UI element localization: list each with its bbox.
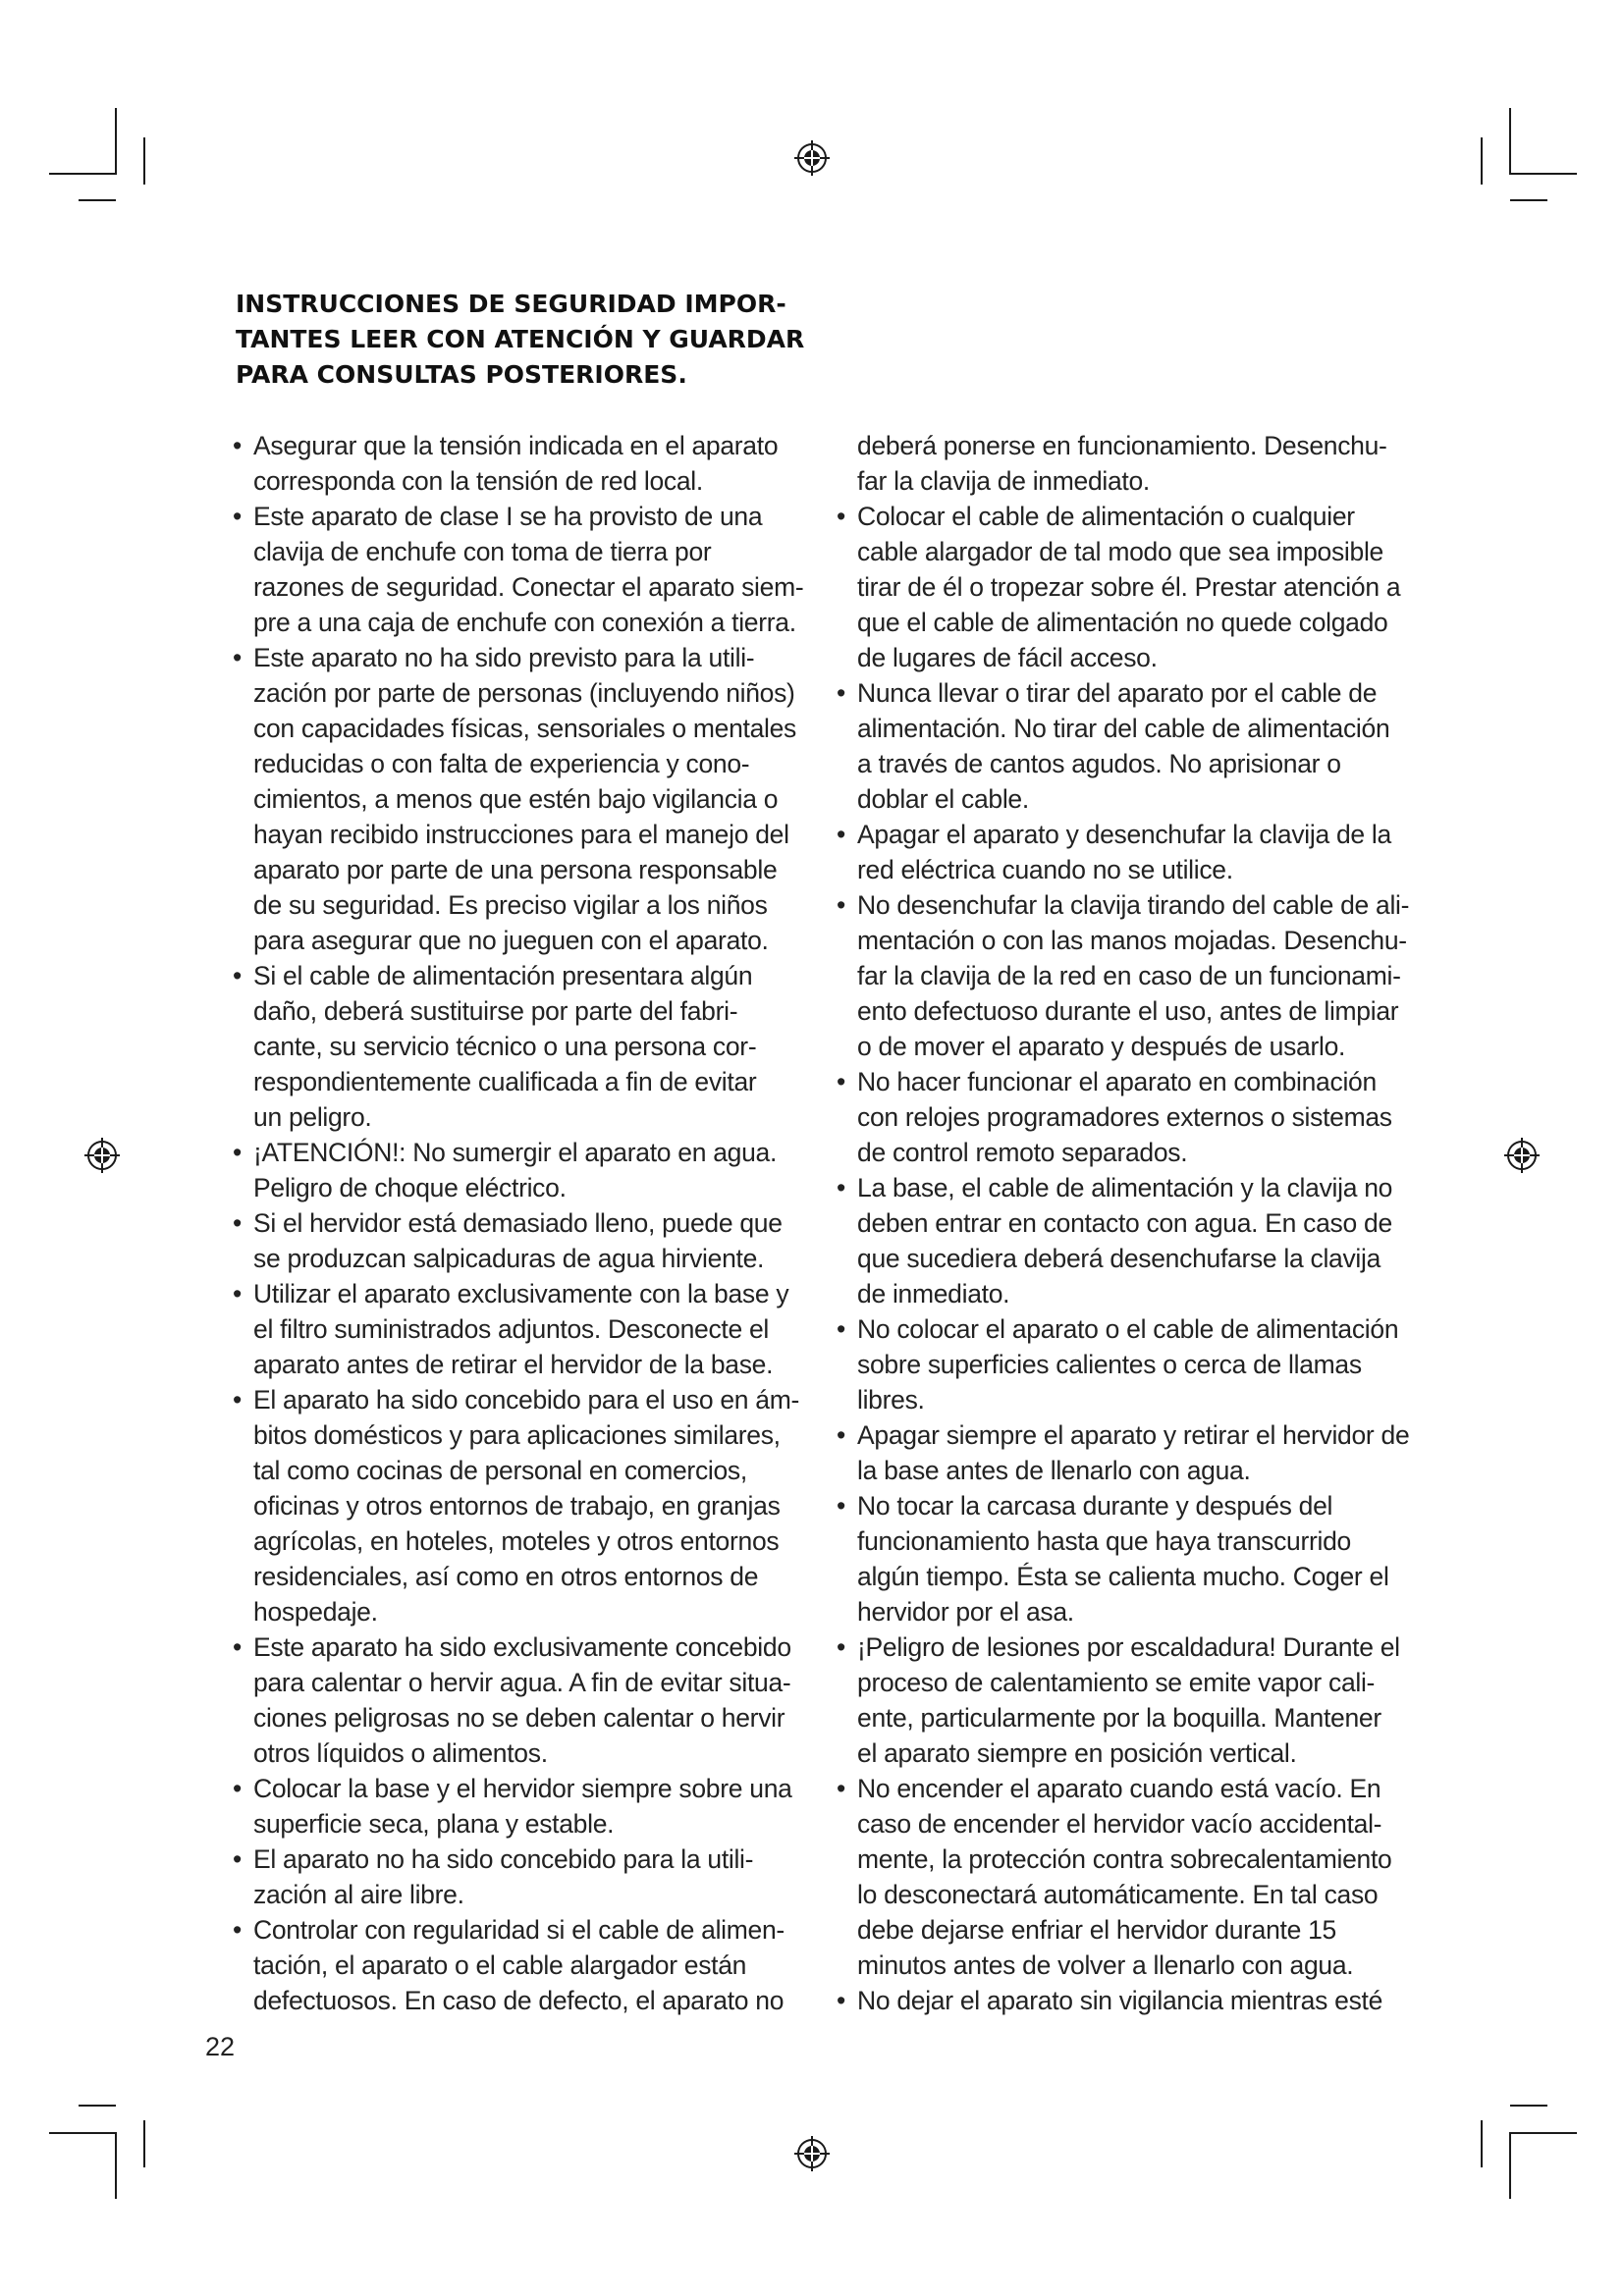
crop-mark xyxy=(1509,108,1511,175)
text-line: pre a una caja de enchufe con conexión a tierra. xyxy=(253,608,796,637)
bullet-icon: • xyxy=(233,502,242,531)
text-line: Si el cable de alimentación presentara algún xyxy=(253,961,753,990)
list-item xyxy=(837,1170,1426,1311)
list-item xyxy=(233,428,807,499)
text-line: hervidor por el asa. xyxy=(857,1597,1074,1627)
text-line: zación al aire libre. xyxy=(253,1880,464,1909)
text-line: cable alargador de tal modo que sea imposible xyxy=(857,537,1383,566)
bullet-icon: • xyxy=(837,502,845,531)
left-column xyxy=(233,428,807,2018)
text-line: con relojes programadores externos o sistemas xyxy=(857,1102,1392,1132)
text-line: lo desconectará automáticamente. En tal caso xyxy=(857,1880,1379,1909)
text-line: tirar de él o tropezar sobre él. Prestar atención a xyxy=(857,572,1401,602)
list-item xyxy=(233,1135,807,1205)
text-line: de su seguridad. Es preciso vigilar a los niños xyxy=(253,890,768,920)
list-item xyxy=(837,1311,1426,1417)
text-line: Este aparato ha sido exclusivamente concebido xyxy=(253,1632,791,1662)
text-line: deben entrar en contacto con agua. En caso de xyxy=(857,1208,1392,1238)
crop-mark xyxy=(1509,2132,1511,2199)
text-line: algún tiempo. Ésta se calienta mucho. Coger el xyxy=(857,1562,1389,1591)
text-line: bitos domésticos y para aplicaciones similares, xyxy=(253,1420,781,1450)
bullet-icon: • xyxy=(837,1632,845,1662)
list-item xyxy=(837,1417,1426,1488)
text-line: Apagar el aparato y desenchufar la clavija de la xyxy=(857,820,1391,849)
text-line: ente, particularmente por la boquilla. Mantener xyxy=(857,1703,1381,1733)
list-item xyxy=(233,1629,807,1771)
right-bullet-list xyxy=(837,499,1426,2018)
text-line: debe dejarse enfriar el hervidor durante 15 xyxy=(857,1915,1336,1945)
list-item xyxy=(837,1771,1426,1983)
registration-mark-icon xyxy=(82,1136,122,1175)
text-line: sobre superficies calientes o cerca de llamas xyxy=(857,1350,1362,1379)
list-item xyxy=(837,817,1426,887)
text-line: El aparato no ha sido concebido para la utili- xyxy=(253,1844,754,1874)
list-item xyxy=(233,1382,807,1629)
text-line: Utilizar el aparato exclusivamente con la base y xyxy=(253,1279,789,1308)
bullet-icon: • xyxy=(233,1915,242,1945)
bullet-icon: • xyxy=(837,678,845,708)
right-column xyxy=(837,428,1426,2018)
text-line: defectuosos. En caso de defecto, el aparato no xyxy=(253,1986,785,2015)
text-line: ento defectuoso durante el uso, antes de limpiar xyxy=(857,996,1399,1026)
text-line: Nunca llevar o tirar del aparato por el cable de xyxy=(857,678,1378,708)
text-line: un peligro. xyxy=(253,1102,372,1132)
crop-mark xyxy=(143,137,145,185)
bullet-icon: • xyxy=(837,1774,845,1803)
list-item xyxy=(233,1842,807,1912)
list-item xyxy=(233,640,807,958)
text-line: mentación o con las manos mojadas. Desenchu- xyxy=(857,926,1407,955)
crop-mark xyxy=(49,173,116,175)
bullet-icon: • xyxy=(233,431,242,460)
text-line: red eléctrica cuando no se utilice. xyxy=(857,855,1233,884)
crop-mark xyxy=(115,2132,117,2199)
text-line: hayan recibido instrucciones para el manejo del xyxy=(253,820,789,849)
crop-mark xyxy=(1510,2105,1547,2107)
text-line: ¡Peligro de lesiones por escaldadura! Durante el xyxy=(857,1632,1400,1662)
text-line: daño, deberá sustituirse por parte del fabri- xyxy=(253,996,738,1026)
bullet-icon: • xyxy=(837,820,845,849)
bullet-icon: • xyxy=(837,890,845,920)
text-line: a través de cantos agudos. No aprisionar o xyxy=(857,749,1341,778)
bullet-icon: • xyxy=(837,1067,845,1096)
text-line: ¡ATENCIÓN!: No sumergir el aparato en agua. xyxy=(253,1138,778,1167)
text-line: con capacidades físicas, sensoriales o mentales xyxy=(253,714,797,743)
page-title-line: TANTES LEER CON ATENCIÓN Y GUARDAR xyxy=(236,325,805,353)
text-line: residenciales, así como en otros entornos de xyxy=(253,1562,759,1591)
text-line: ciones peligrosas no se deben calentar o hervir xyxy=(253,1703,785,1733)
bullet-icon: • xyxy=(837,1314,845,1344)
text-line: Colocar la base y el hervidor siempre sobre una xyxy=(253,1774,792,1803)
text-line: No hacer funcionar el aparato en combinación xyxy=(857,1067,1377,1096)
crop-mark xyxy=(79,199,116,201)
page-number: 22 xyxy=(205,2032,236,2061)
text-line: far la clavija de inmediato. xyxy=(857,466,1150,496)
bullet-icon: • xyxy=(837,1173,845,1202)
text-line: se produzcan salpicaduras de agua hirviente. xyxy=(253,1244,765,1273)
text-line: mente, la protección contra sobrecalentamiento xyxy=(857,1844,1392,1874)
bullet-icon: • xyxy=(233,643,242,672)
text-line: Este aparato no ha sido previsto para la utili- xyxy=(253,643,755,672)
text-line: la base antes de llenarlo con agua. xyxy=(857,1456,1251,1485)
text-line: proceso de calentamiento se emite vapor cali- xyxy=(857,1668,1376,1697)
registration-mark-icon xyxy=(792,2134,832,2173)
text-line: aparato antes de retirar el hervidor de la base. xyxy=(253,1350,774,1379)
continued-paragraph xyxy=(837,428,1426,499)
text-line: cimientos, a menos que estén bajo vigilancia o xyxy=(253,784,779,814)
text-line: corresponda con la tensión de red local. xyxy=(253,466,703,496)
list-item xyxy=(233,1205,807,1276)
crop-mark xyxy=(79,2105,116,2107)
text-line: Este aparato de clase I se ha provisto de una xyxy=(253,502,763,531)
text-line: doblar el cable. xyxy=(857,784,1029,814)
list-item xyxy=(837,1488,1426,1629)
text-line: el filtro suministrados adjuntos. Desconecte el xyxy=(253,1314,769,1344)
text-line: para asegurar que no jueguen con el aparato. xyxy=(253,926,769,955)
text-line: caso de encender el hervidor vacío accidental- xyxy=(857,1809,1382,1839)
text-line: de inmediato. xyxy=(857,1279,1010,1308)
bullet-icon: • xyxy=(837,1986,845,2015)
bullet-icon: • xyxy=(837,1491,845,1521)
text-line: oficinas y otros entornos de trabajo, en granjas xyxy=(253,1491,781,1521)
text-line: Asegurar que la tensión indicada en el aparato xyxy=(253,431,779,460)
list-item xyxy=(837,887,1426,1064)
text-line: que el cable de alimentación no quede colgado xyxy=(857,608,1388,637)
page-title-line: PARA CONSULTAS POSTERIORES. xyxy=(236,360,687,389)
text-line: cante, su servicio técnico o una persona cor- xyxy=(253,1032,757,1061)
text-line: Si el hervidor está demasiado lleno, puede que xyxy=(253,1208,783,1238)
bullet-icon: • xyxy=(233,1208,242,1238)
text-line: Controlar con regularidad si el cable de alimen- xyxy=(253,1915,785,1945)
list-item xyxy=(837,499,1426,675)
text-line: No dejar el aparato sin vigilancia mientras esté xyxy=(857,1986,1383,2015)
text-line: far la clavija de la red en caso de un funcionami- xyxy=(857,961,1401,990)
text-line: otros líquidos o alimentos. xyxy=(253,1738,548,1768)
text-line: el aparato siempre en posición vertical. xyxy=(857,1738,1297,1768)
text-line: o de mover el aparato y después de usarlo. xyxy=(857,1032,1346,1061)
text-line: clavija de enchufe con toma de tierra por xyxy=(253,537,712,566)
text-line: No encender el aparato cuando está vacío. En xyxy=(857,1774,1381,1803)
text-line: aparato por parte de una persona responsable xyxy=(253,855,778,884)
list-item xyxy=(233,958,807,1135)
text-line: deberá ponerse en funcionamiento. Desenchu- xyxy=(857,431,1387,460)
registration-mark-icon xyxy=(792,138,832,178)
list-item xyxy=(233,1771,807,1842)
page-title-line: INSTRUCCIONES DE SEGURIDAD IMPOR- xyxy=(236,290,786,318)
text-line: razones de seguridad. Conectar el aparato siem- xyxy=(253,572,804,602)
text-line: superficie seca, plana y estable. xyxy=(253,1809,615,1839)
text-line: tación, el aparato o el cable alargador están xyxy=(253,1950,747,1980)
crop-mark xyxy=(1510,2132,1577,2134)
bullet-icon: • xyxy=(837,1420,845,1450)
crop-mark xyxy=(143,2120,145,2167)
crop-mark xyxy=(115,108,117,175)
list-item xyxy=(837,1064,1426,1170)
crop-mark xyxy=(1510,173,1577,175)
text-line: agrícolas, en hoteles, moteles y otros entornos xyxy=(253,1526,780,1556)
bullet-icon: • xyxy=(233,961,242,990)
crop-mark xyxy=(49,2132,116,2134)
text-line: La base, el cable de alimentación y la clavija no xyxy=(857,1173,1393,1202)
text-line: de control remoto separados. xyxy=(857,1138,1188,1167)
list-item xyxy=(837,1629,1426,1771)
text-line: libres. xyxy=(857,1385,925,1415)
text-line: hospedaje. xyxy=(253,1597,378,1627)
bullet-icon: • xyxy=(233,1774,242,1803)
text-line: funcionamiento hasta que haya transcurrido xyxy=(857,1526,1351,1556)
bullet-icon: • xyxy=(233,1279,242,1308)
crop-mark xyxy=(1481,137,1483,185)
text-line: reducidas o con falta de experiencia y cono- xyxy=(253,749,750,778)
bullet-icon: • xyxy=(233,1385,242,1415)
text-line: que sucediera deberá desenchufarse la clavija xyxy=(857,1244,1381,1273)
page-title xyxy=(236,287,825,393)
crop-mark xyxy=(1481,2120,1483,2167)
text-line: de lugares de fácil acceso. xyxy=(857,643,1158,672)
text-line: para calentar o hervir agua. A fin de evitar situa- xyxy=(253,1668,791,1697)
text-line: alimentación. No tirar del cable de alimentación xyxy=(857,714,1390,743)
text-line: Colocar el cable de alimentación o cualquier xyxy=(857,502,1355,531)
crop-mark xyxy=(1510,199,1547,201)
text-line: Apagar siempre el aparato y retirar el hervidor de xyxy=(857,1420,1410,1450)
text-line: No tocar la carcasa durante y después del xyxy=(857,1491,1333,1521)
bullet-icon: • xyxy=(233,1138,242,1167)
list-item xyxy=(233,499,807,640)
list-item xyxy=(233,1276,807,1382)
list-item xyxy=(233,1912,807,2018)
list-item xyxy=(837,1983,1426,2018)
text-line: No desenchufar la clavija tirando del cable de ali- xyxy=(857,890,1410,920)
text-line: No colocar el aparato o el cable de alimentación xyxy=(857,1314,1399,1344)
registration-mark-icon xyxy=(1502,1136,1542,1175)
text-line: zación por parte de personas (incluyendo niños) xyxy=(253,678,795,708)
text-line: minutos antes de volver a llenarlo con agua. xyxy=(857,1950,1354,1980)
bullet-icon: • xyxy=(233,1844,242,1874)
text-line: Peligro de choque eléctrico. xyxy=(253,1173,567,1202)
text-line: El aparato ha sido concebido para el uso en ám- xyxy=(253,1385,800,1415)
text-line: respondientemente cualificada a fin de evitar xyxy=(253,1067,757,1096)
text-line: tal como cocinas de personal en comercios, xyxy=(253,1456,747,1485)
list-item xyxy=(837,675,1426,817)
bullet-icon: • xyxy=(233,1632,242,1662)
